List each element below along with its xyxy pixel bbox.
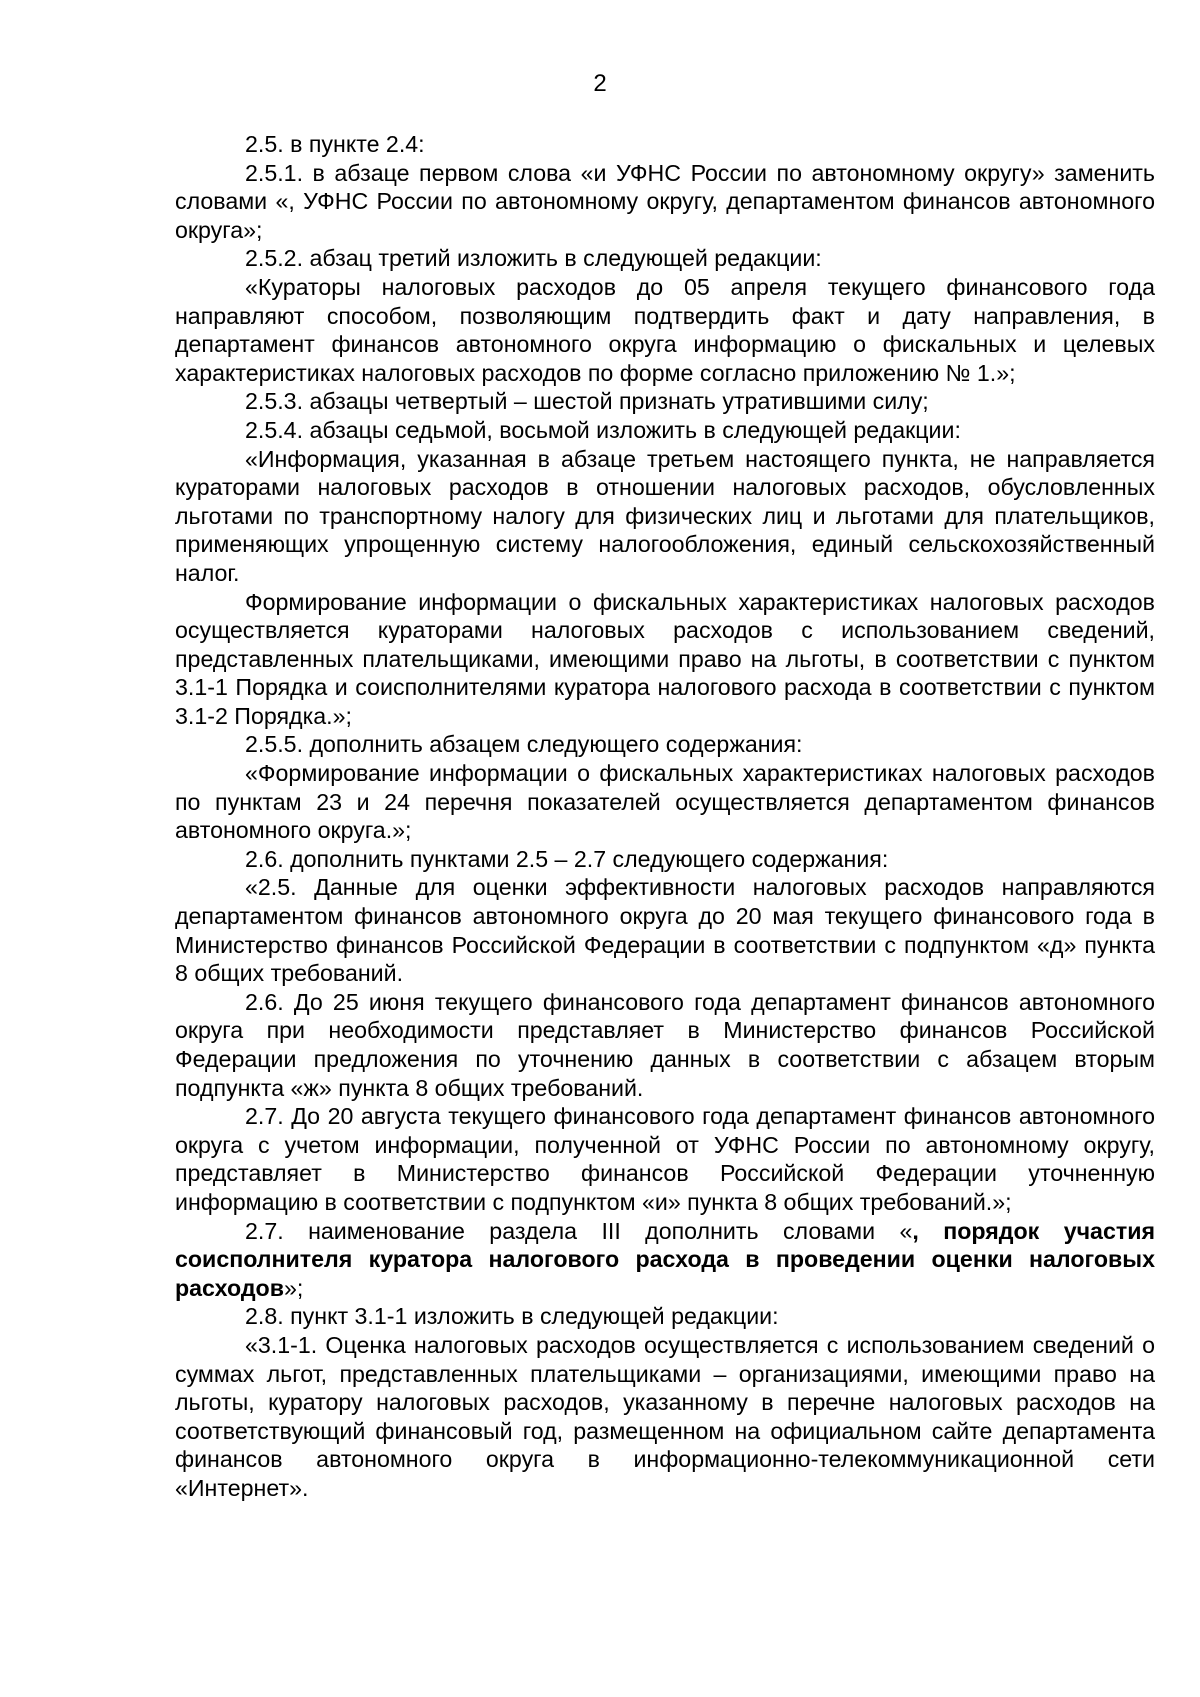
paragraph-new-2-6: 2.6. До 25 июня текущего финансового года департамент финансов автономного округа при необходимости представляет в Министерство финансов Российской Федерации предложения по уточнению данных в соответствии с абзацем вторым подпункта «ж» пункта 8 общих требований.: [175, 988, 1155, 1101]
paragraph-3-1-1-quote: «3.1-1. Оценка налоговых расходов осуществляется с использованием сведений о суммах льгот, представленных плательщиками – организациями, имеющими право на льготы, куратору налоговых расходов, указанному в перечне налоговых расходов на соответствующий финансовый год, размещенном на официальном сайте департамента финансов автономного округа в информационно-телекоммуникационной сети «Интернет».: [175, 1331, 1155, 1501]
paragraph-information-quote: «Информация, указанная в абзаце третьем настоящего пункта, не направляется кураторами налоговых расходов в отношении налоговых расходов, обусловленных льготами по транспортному налогу для физических лиц и льготами для плательщиков, применяющих упрощенную систему налогообложения, единый сельскохозяйственный налог.: [175, 445, 1155, 586]
paragraph-2-5: 2.5. в пункте 2.4:: [245, 131, 425, 157]
paragraph-curators-quote: «Кураторы налоговых расходов до 05 апреля текущего финансового года направляют способом, позволяющим подтвердить факт и дату направления, в департамент финансов автономного округа информацию о фискальных и целевых характеристиках налоговых расходов по форме согласно приложению № 1.»;: [175, 273, 1155, 386]
paragraph-new-2-5: «2.5. Данные для оценки эффективности налоговых расходов направляются департаментом финансов автономного округа до 20 мая текущего финансового года в Министерство финансов Российской Федерации в соответствии с подпунктом «д» пункта 8 общих требований.: [175, 874, 1155, 987]
paragraph-new-2-7: 2.7. До 20 августа текущего финансового года департамент финансов автономного округа с учетом информации, полученной от УФНС России по автономному округу, представляет в Министерство финансов Российской Федерации уточненную информацию в соответствии с подпунктом «и» пункта 8 общих требований.»;: [175, 1103, 1155, 1215]
paragraph-formation-23-24-quote: «Формирование информации о фискальных характеристиках налоговых расходов по пунктам 23 и 24 перечня показателей осуществляется департаментом финансов автономного округа.»;: [175, 760, 1155, 844]
paragraph-2-5-5: 2.5.5. дополнить абзацем следующего содержания:: [245, 731, 803, 758]
paragraph-2-6: 2.6. дополнить пунктами 2.5 – 2.7 следующего содержания:: [245, 845, 889, 872]
paragraph-2-5-4: 2.5.4. абзацы седьмой, восьмой изложить в следующей редакции:: [245, 416, 961, 443]
paragraph-2-5-2: 2.5.2. абзац третий изложить в следующей редакции:: [245, 245, 822, 272]
paragraph-2-5-1: 2.5.1. в абзаце первом слова «и УФНС России по автономному округу» заменить словами «, УФНС России по автономному округу, департаментом финансов автономного округа»;: [175, 159, 1155, 243]
paragraph-formation-quote: Формирование информации о фискальных характеристиках налоговых расходов осуществляется кураторами налоговых расходов с использованием сведений, представленных плательщиками, имеющими право на льготы, в соответствии с пунктом 3.1-1 Порядка и соисполнителями куратора налогового расхода в соответствии с пунктом 3.1-2 Порядка.»;: [175, 588, 1155, 729]
paragraph-2-7: [175, 1217, 1155, 1303]
document-body: [175, 130, 1155, 1503]
paragraph-2-7-prefix: 2.7. наименование раздела III дополнить словами «: [245, 1217, 913, 1244]
paragraph-2-7-suffix: »;: [283, 1274, 304, 1301]
paragraph-2-5-3: 2.5.3. абзацы четвертый – шестой признать утратившими силу;: [245, 388, 929, 415]
page-number: 2: [593, 70, 607, 97]
paragraph-2-7-bold-text: , порядок участия соисполнителя куратора налогового расхода в проведении оценки налоговых расходов: [175, 1217, 1155, 1301]
paragraph-2-8: 2.8. пункт 3.1-1 изложить в следующей редакции:: [245, 1303, 779, 1330]
